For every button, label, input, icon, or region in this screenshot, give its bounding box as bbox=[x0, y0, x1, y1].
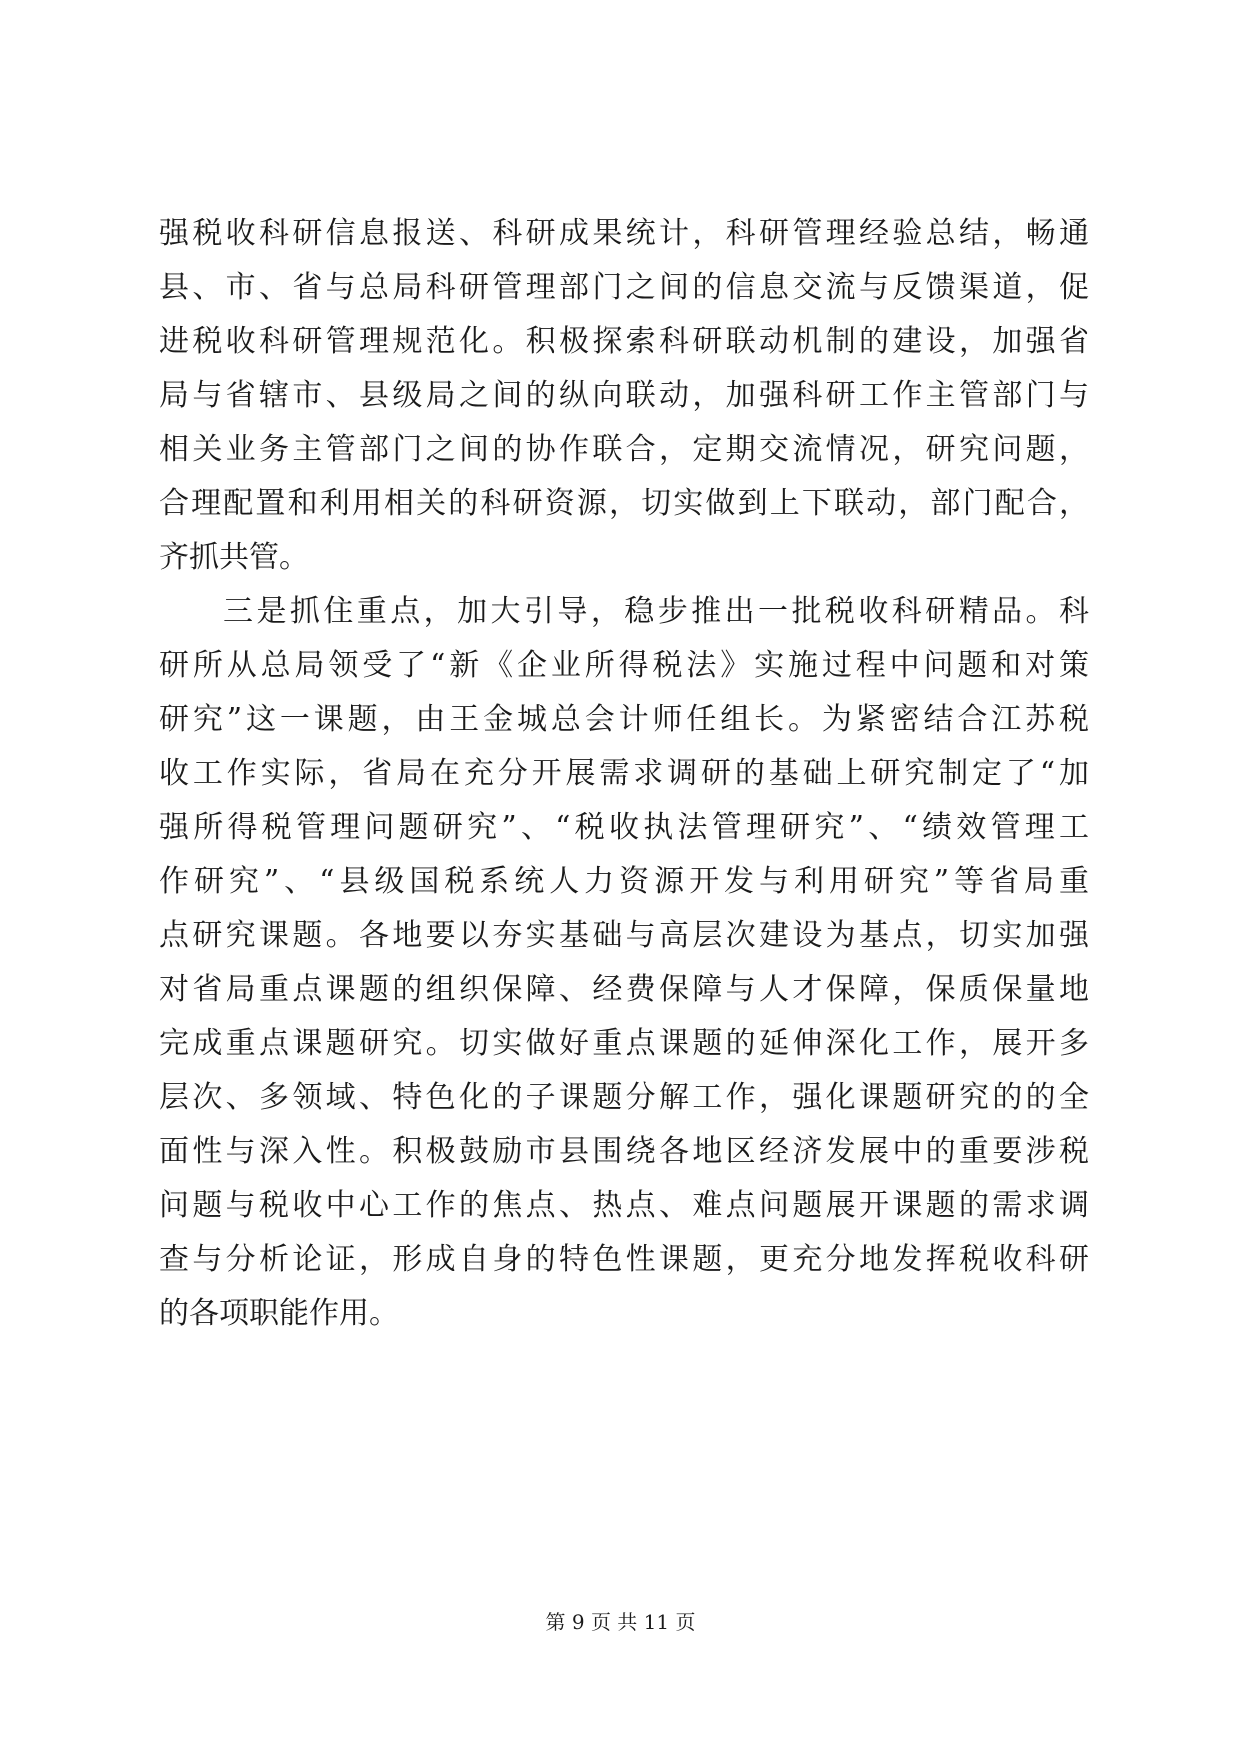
paragraph bbox=[159, 585, 1089, 1341]
text-line: 县、市、省与总局科研管理部门之间的信息交流与反馈渠道，促 bbox=[159, 270, 1089, 305]
text-line: 收工作实际，省局在充分开展需求调研的基础上研究制定了“加 bbox=[159, 756, 1089, 791]
text-line: 强所得税管理问题研究”、“税收执法管理研究”、“绩效管理工 bbox=[159, 810, 1089, 845]
page-footer: 第 9 页 共 11 页 bbox=[545, 1610, 696, 1634]
text-line: 面性与深入性。积极鼓励市县围绕各地区经济发展中的重要涉税 bbox=[159, 1134, 1089, 1169]
text-line: 问题与税收中心工作的焦点、热点、难点问题展开课题的需求调 bbox=[159, 1188, 1089, 1223]
text-line: 点研究课题。各地要以夯实基础与高层次建设为基点，切实加强 bbox=[159, 918, 1089, 953]
document-body bbox=[159, 207, 1089, 1341]
text-line: 三是抓住重点，加大引导，稳步推出一批税收科研精品。科 bbox=[223, 594, 1089, 629]
paragraph bbox=[159, 207, 1089, 585]
text-line: 对省局重点课题的组织保障、经费保障与人才保障，保质保量地 bbox=[159, 972, 1089, 1007]
text-line: 强税收科研信息报送、科研成果统计，科研管理经验总结，畅通 bbox=[159, 216, 1089, 251]
text-line: 研究”这一课题，由王金城总会计师任组长。为紧密结合江苏税 bbox=[159, 702, 1089, 737]
text-line: 完成重点课题研究。切实做好重点课题的延伸深化工作，展开多 bbox=[159, 1026, 1089, 1061]
text-line: 的各项职能作用。 bbox=[159, 1296, 399, 1331]
text-line: 局与省辖市、县级局之间的纵向联动，加强科研工作主管部门与 bbox=[159, 378, 1089, 413]
text-line: 进税收科研管理规范化。积极探索科研联动机制的建设，加强省 bbox=[159, 324, 1089, 359]
text-line: 查与分析论证，形成自身的特色性课题，更充分地发挥税收科研 bbox=[159, 1242, 1089, 1277]
text-line: 作研究”、“县级国税系统人力资源开发与利用研究”等省局重 bbox=[159, 864, 1089, 899]
text-line: 研所从总局领受了“新《企业所得税法》实施过程中问题和对策 bbox=[159, 648, 1089, 683]
text-line: 齐抓共管。 bbox=[159, 540, 309, 575]
text-line: 相关业务主管部门之间的协作联合，定期交流情况，研究问题， bbox=[159, 432, 1089, 467]
text-line: 合理配置和利用相关的科研资源，切实做到上下联动，部门配合， bbox=[159, 486, 1089, 521]
text-line: 层次、多领域、特色化的子课题分解工作，强化课题研究的的全 bbox=[159, 1080, 1089, 1115]
